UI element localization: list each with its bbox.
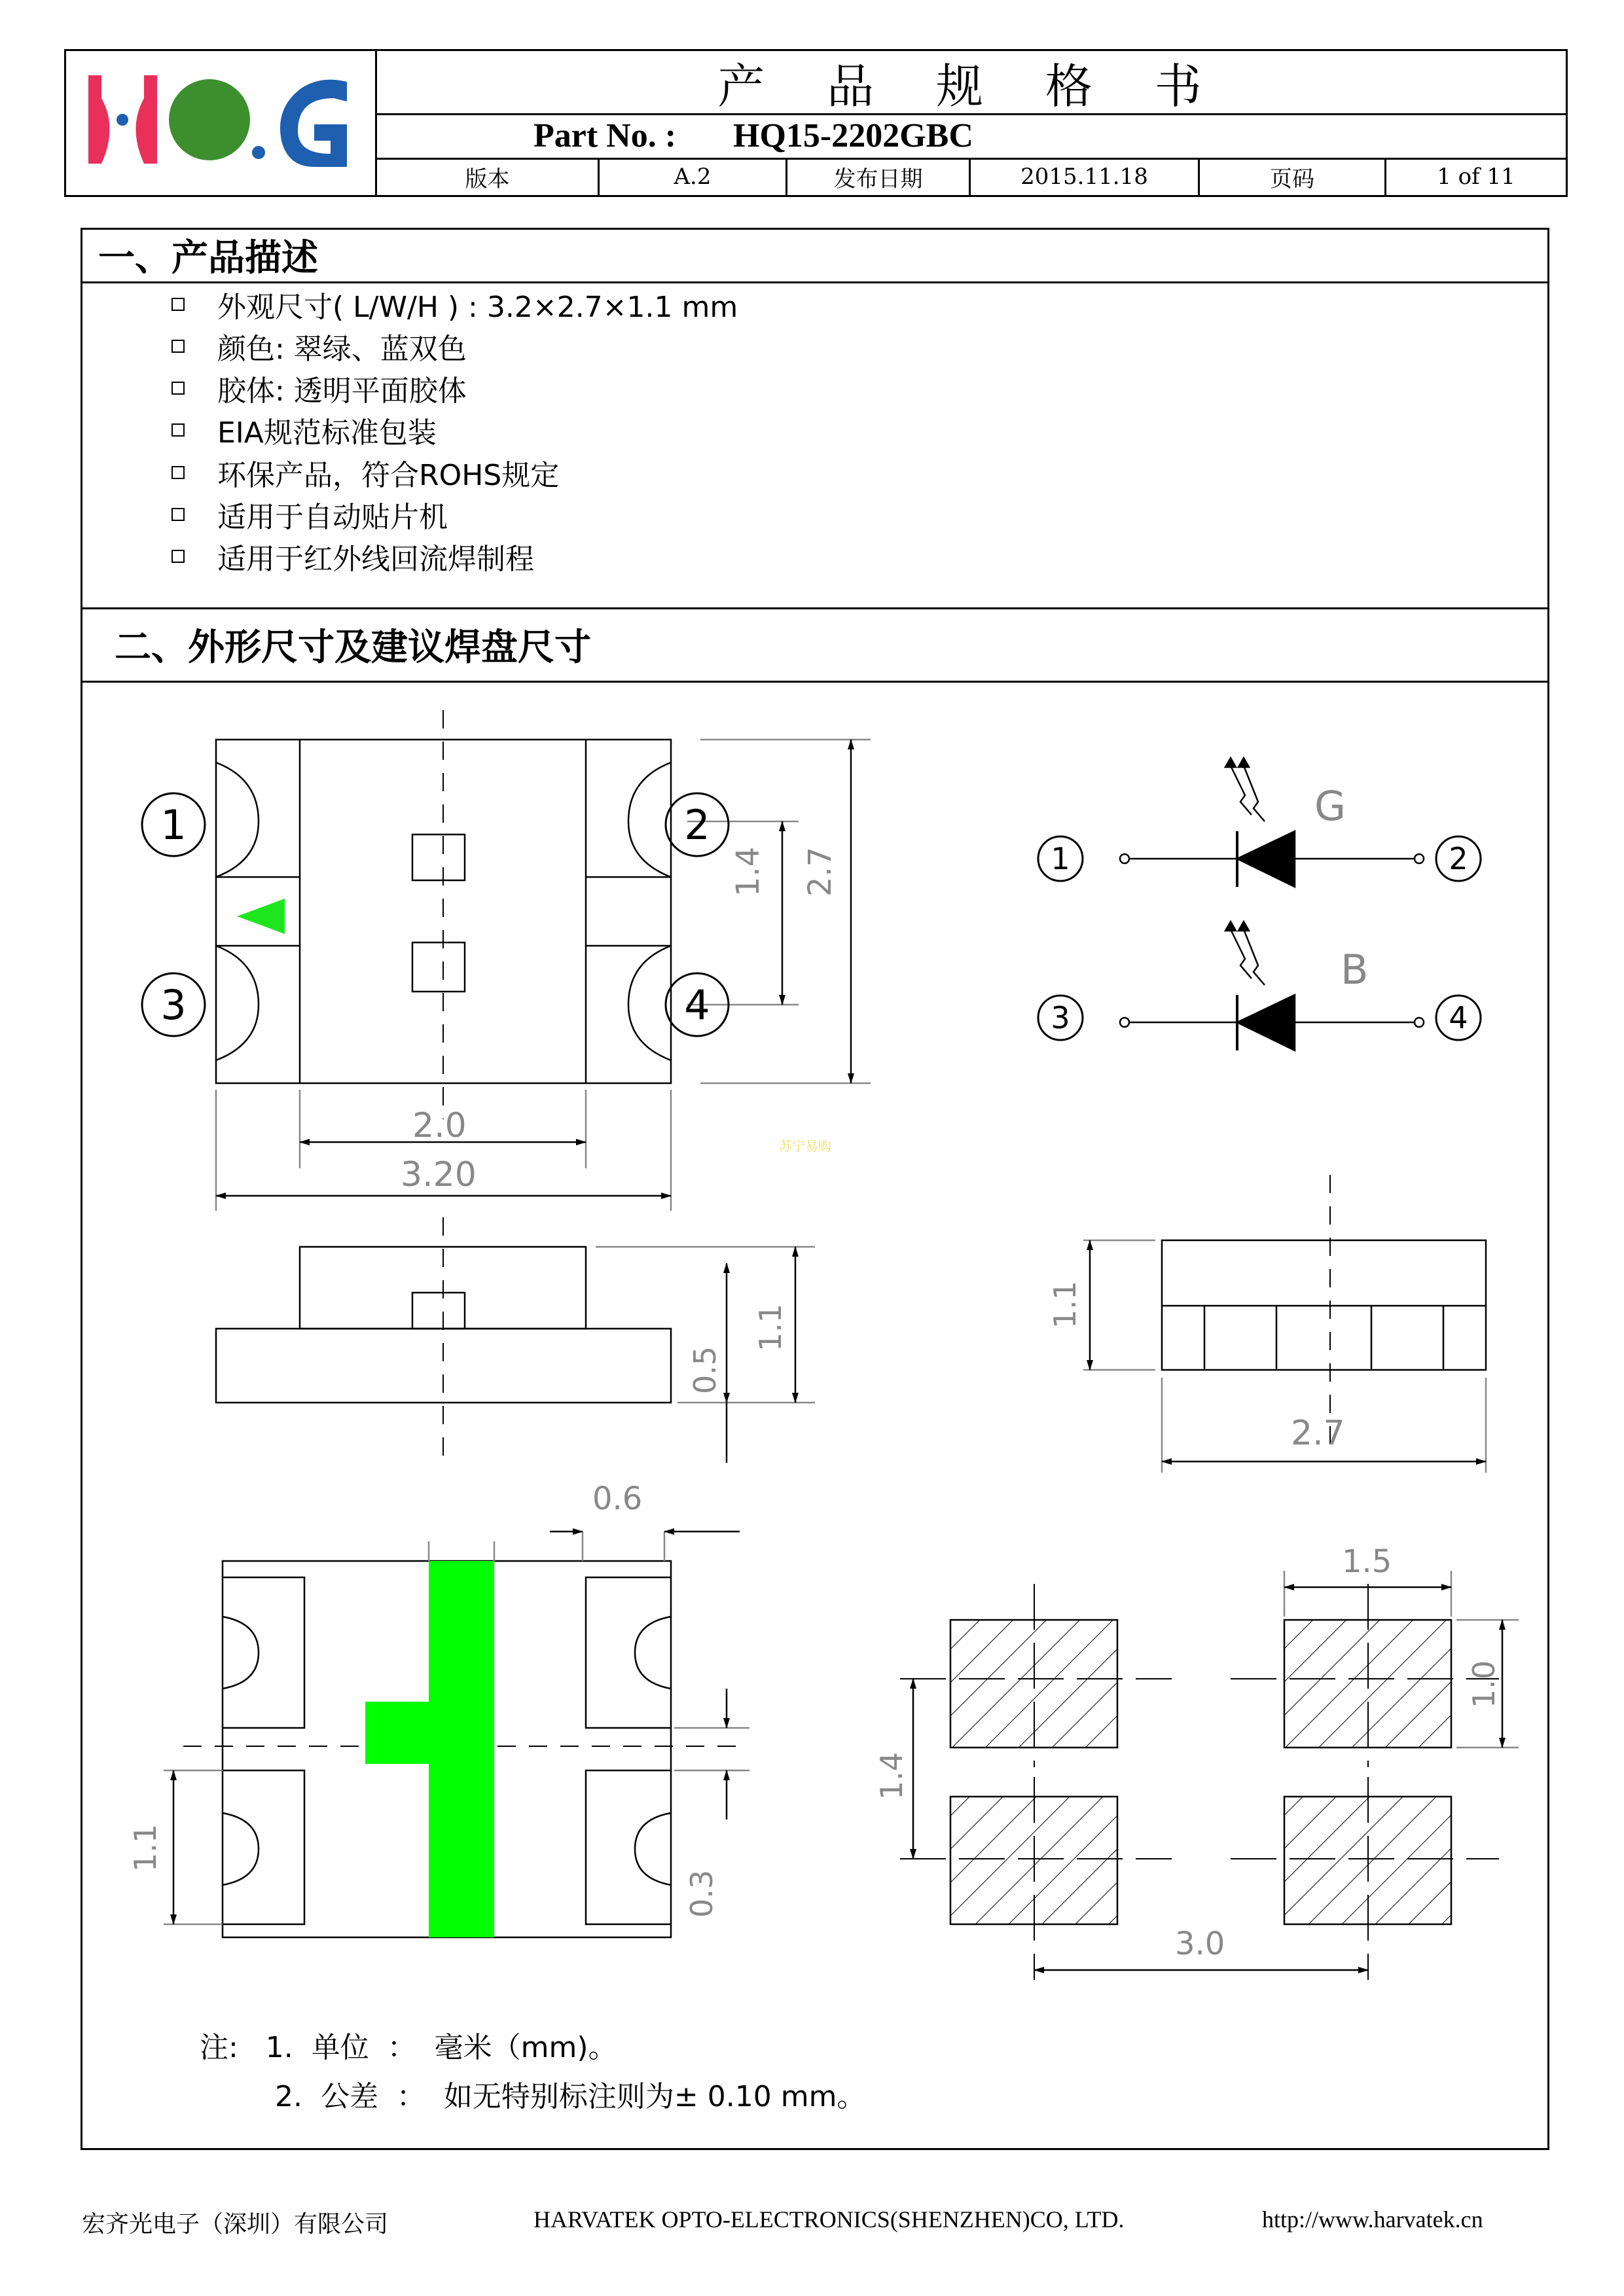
spec-item: 适用于自动贴片机 bbox=[171, 498, 448, 531]
bottom-polarity-mark bbox=[365, 1561, 494, 1937]
pin-4-text: 4 bbox=[684, 981, 710, 1029]
pad-layout bbox=[950, 1620, 1451, 1924]
circuit-pin-4-text: 4 bbox=[1449, 1000, 1468, 1035]
section2-title: 二、外形尺寸及建议焊盘尺寸 bbox=[115, 626, 591, 669]
pin-1-label bbox=[142, 793, 205, 856]
dim-pad-1-4: 1.4 bbox=[874, 1751, 909, 1800]
led-label-g: G bbox=[1314, 782, 1346, 830]
spec-item: EIA规范标准包装 bbox=[171, 414, 437, 446]
note-1: 注: 1. 单位 ： 毫米（mm)。 bbox=[200, 2031, 617, 2064]
pin-1-text: 1 bbox=[160, 801, 187, 849]
section1-title: 一、产品描述 bbox=[98, 237, 318, 279]
footer-company-cn: 宏齐光电子（深圳）有限公司 bbox=[82, 2211, 389, 2238]
version-value: A.2 bbox=[674, 164, 712, 190]
circuit-pin-3-text: 3 bbox=[1051, 1000, 1070, 1035]
dim-0-5: 0.5 bbox=[687, 1346, 723, 1394]
page-label: 页码 bbox=[1270, 166, 1314, 192]
dim-2-0: 2.0 bbox=[412, 1106, 467, 1145]
part-no-value: HQ15-2202GBC bbox=[733, 117, 973, 154]
spec-item: 环保产品，符合ROHS规定 bbox=[171, 456, 559, 489]
dim-2-7: 2.7 bbox=[802, 846, 839, 897]
led-circuit-g bbox=[1120, 758, 1424, 887]
dim-pad-3-0: 3.0 bbox=[1175, 1926, 1225, 1962]
dim-end-1-1: 1.1 bbox=[1047, 1280, 1083, 1329]
watermark: 苏宁易购 bbox=[779, 1138, 831, 1154]
polarity-mark-icon bbox=[237, 899, 285, 934]
spec-item: 颜色: 翠绿、蓝双色 bbox=[171, 330, 467, 363]
dim-side-1-1: 1.1 bbox=[753, 1303, 788, 1352]
dim-pad-1-5: 1.5 bbox=[1342, 1543, 1392, 1580]
dim-end-2-7: 2.7 bbox=[1291, 1414, 1345, 1453]
spec-item: 外观尺寸( L/W/H ) : 3.2×2.7×1.1 mm bbox=[171, 288, 738, 321]
date-label: 发布日期 bbox=[833, 166, 923, 192]
date-value: 2015.11.18 bbox=[1020, 164, 1148, 190]
footer-url: http://www.harvatek.cn bbox=[1262, 2206, 1483, 2233]
led-label-b: B bbox=[1341, 946, 1369, 994]
dim-3-20: 3.20 bbox=[401, 1155, 477, 1194]
part-no-label: Part No. : bbox=[533, 117, 677, 154]
end-view bbox=[1162, 1240, 1486, 1370]
dim-pad-1-0: 1.0 bbox=[1466, 1660, 1502, 1708]
dim-1-4: 1.4 bbox=[730, 846, 767, 897]
note-2: 2. 公差 ： 如无特别标注则为± 0.10 mm。 bbox=[275, 2080, 866, 2113]
dim-0-3: 0.3 bbox=[684, 1869, 719, 1918]
circuit-pin-1-text: 1 bbox=[1051, 841, 1070, 876]
dim-0-6: 0.6 bbox=[592, 1480, 643, 1517]
version-label: 版本 bbox=[465, 166, 510, 192]
doc-title: 产 品 规 格 书 bbox=[717, 58, 1225, 114]
page-value: 1 of 11 bbox=[1437, 164, 1515, 190]
footer-company-en: HARVATEK OPTO-ELECTRONICS(SHENZHEN)CO, LTD. bbox=[533, 2206, 1125, 2233]
spec-item: 胶体: 透明平面胶体 bbox=[171, 372, 467, 404]
spec-item: 适用于红外线回流焊制程 bbox=[171, 540, 534, 573]
led-circuit-b bbox=[1120, 922, 1424, 1050]
pin-3-text: 3 bbox=[160, 981, 187, 1029]
pin-2-text: 2 bbox=[684, 801, 710, 849]
dim-bottom-1-1: 1.1 bbox=[128, 1823, 163, 1872]
circuit-pin-2-text: 2 bbox=[1449, 841, 1468, 876]
